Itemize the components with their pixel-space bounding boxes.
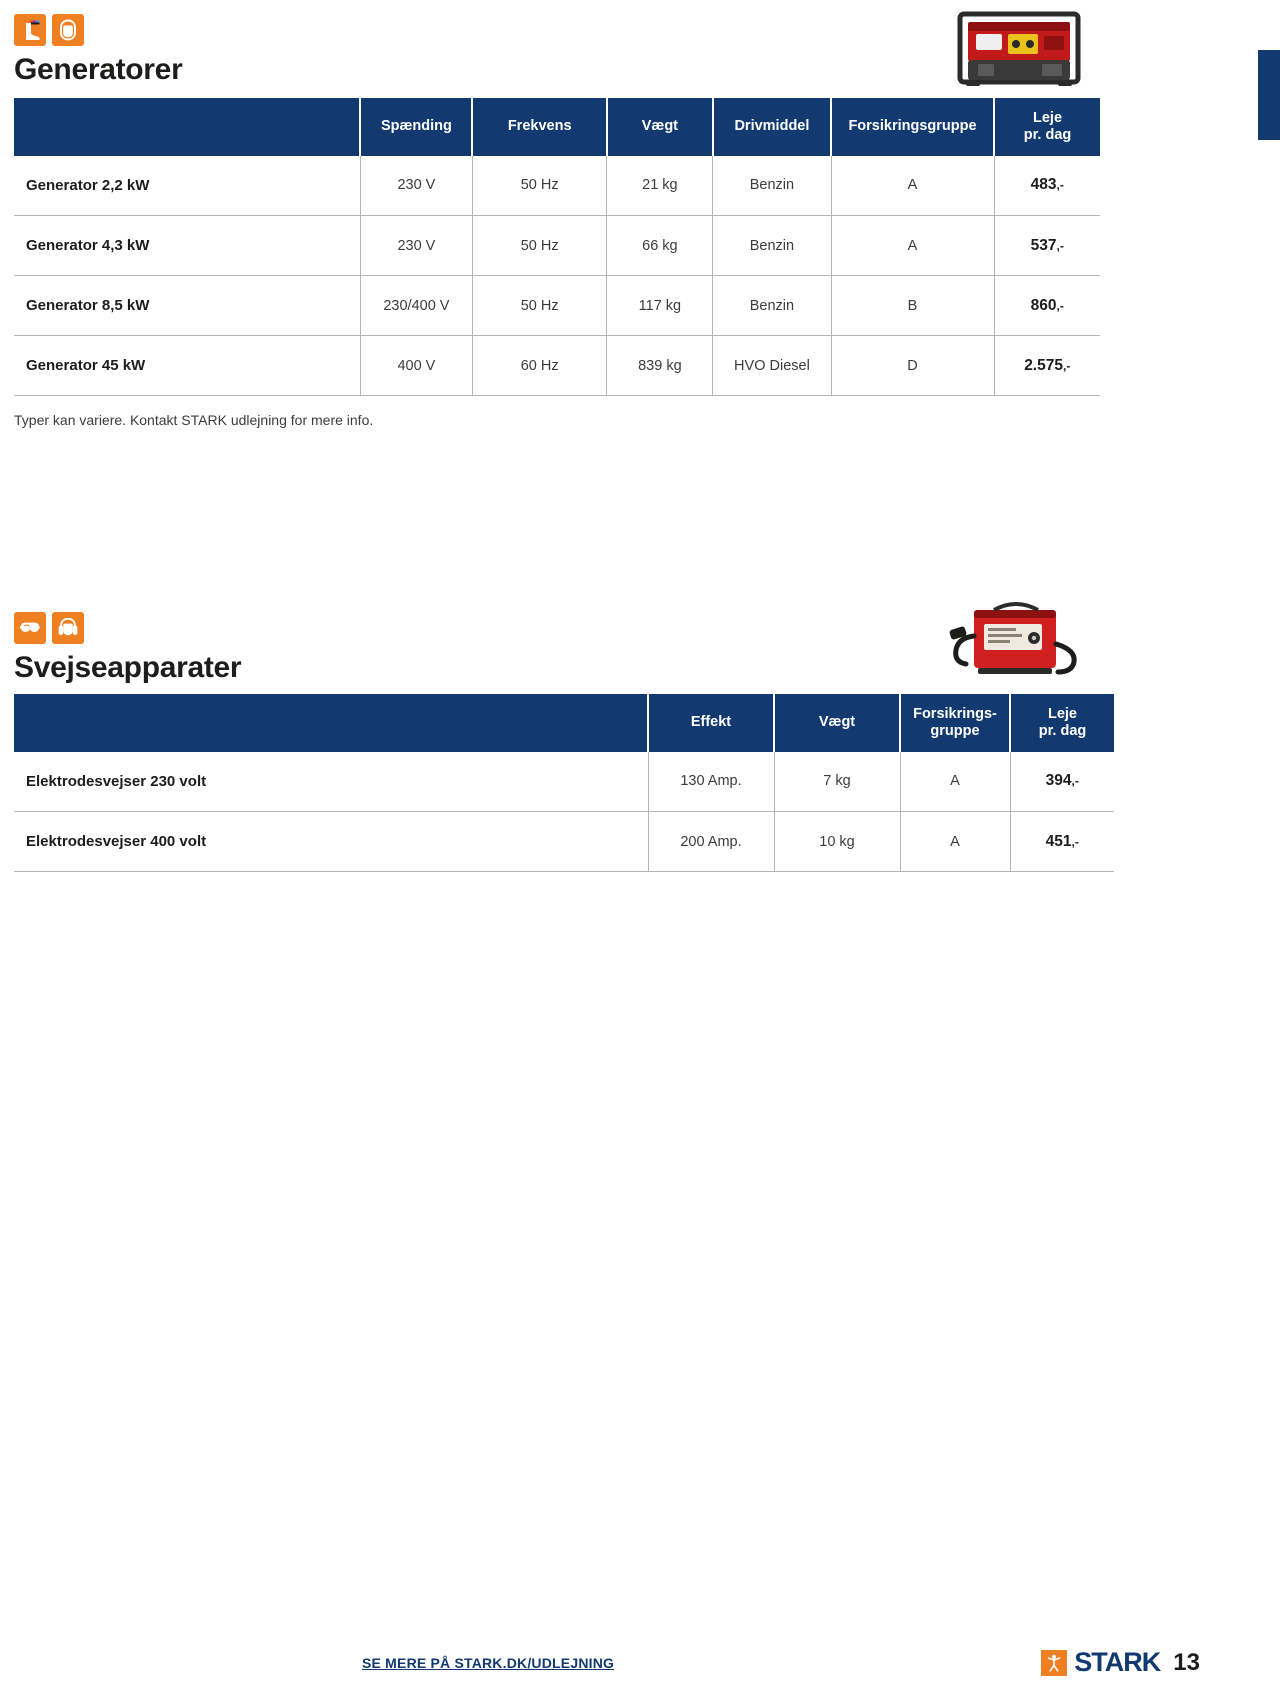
- col-header-insurance-line2: gruppe: [930, 722, 980, 739]
- cell-voltage: 230 V: [360, 156, 472, 216]
- cell-price: [994, 276, 1100, 336]
- page-number: 13: [1173, 1648, 1200, 1676]
- cell-price: [1010, 752, 1114, 812]
- price-suffix: ,-: [1056, 298, 1064, 313]
- cell-fuel: Benzin: [713, 156, 831, 216]
- col-header-price-line1: Leje: [1047, 706, 1077, 723]
- cell-weight: 66 kg: [607, 216, 713, 276]
- cell-weight: 7 kg: [774, 752, 900, 812]
- generator-spec-table: [14, 98, 1100, 397]
- pictogram-row-welders: [14, 598, 1100, 644]
- cell-insurance: B: [831, 276, 994, 336]
- table-note-generators: Typer kan variere. Kontakt STARK udlejning for mere info.: [14, 412, 374, 428]
- cell-voltage: 400 V: [360, 336, 472, 396]
- price-suffix: ,-: [1056, 178, 1064, 193]
- ear-protection-icon: [52, 612, 84, 644]
- table-row: [14, 752, 1114, 812]
- cell-weight: 21 kg: [607, 156, 713, 216]
- table-row: [14, 216, 1100, 276]
- cell-insurance: D: [831, 336, 994, 396]
- section-generators: [14, 0, 1100, 428]
- cell-weight: 839 kg: [607, 336, 713, 396]
- price-value: 483: [1030, 176, 1057, 194]
- page-title-welders: Svejseapparater: [14, 651, 242, 684]
- table-header-row: [14, 98, 1100, 156]
- col-header-voltage: Spænding: [360, 98, 472, 156]
- price-value: 537: [1030, 236, 1057, 254]
- table-header-row: [14, 694, 1114, 752]
- cell-price: [1010, 812, 1114, 872]
- table-row: [14, 156, 1100, 216]
- cell-frequency: 50 Hz: [472, 276, 606, 336]
- cell-name: Elektrodesvejser 230 volt: [14, 752, 648, 812]
- cell-weight: 10 kg: [774, 812, 900, 872]
- page-footer: [0, 1625, 1280, 1683]
- col-header-name: [14, 98, 360, 156]
- price-suffix: ,-: [1071, 834, 1079, 849]
- cell-voltage: 230 V: [360, 216, 472, 276]
- price-suffix: ,-: [1071, 774, 1079, 789]
- welder-spec-table: [14, 694, 1114, 873]
- table-row: [14, 812, 1114, 872]
- cell-name: Generator 2,2 kW: [14, 156, 360, 216]
- col-header-price: [994, 98, 1100, 156]
- cell-insurance: A: [900, 812, 1010, 872]
- ear-protection-icon: [52, 14, 84, 46]
- col-header-insurance: Forsikringsgruppe: [831, 98, 994, 156]
- col-header-fuel: Drivmiddel: [713, 98, 831, 156]
- cell-power: 130 Amp.: [648, 752, 774, 812]
- cell-price: [994, 216, 1100, 276]
- safety-boot-icon: [14, 14, 46, 46]
- cell-frequency: 50 Hz: [472, 216, 606, 276]
- col-header-name: [14, 694, 648, 752]
- generator-photo: [946, 2, 1096, 97]
- col-header-price-line1: Leje: [1033, 110, 1063, 127]
- cell-fuel: HVO Diesel: [713, 336, 831, 396]
- stark-wordmark: STARK: [1074, 1647, 1161, 1677]
- cell-price: [994, 156, 1100, 216]
- cell-frequency: 60 Hz: [472, 336, 606, 396]
- price-suffix: ,-: [1062, 358, 1071, 373]
- col-header-weight: Vægt: [774, 694, 900, 752]
- cell-fuel: Benzin: [713, 216, 831, 276]
- cell-power: 200 Amp.: [648, 812, 774, 872]
- price-value: 394: [1045, 772, 1072, 790]
- price-value: 2.575: [1024, 356, 1063, 374]
- section-welders: [14, 598, 1100, 872]
- col-header-frequency: Frekvens: [472, 98, 606, 156]
- stark-figure-icon: [1041, 1650, 1067, 1676]
- welder-photo: [942, 596, 1092, 691]
- table-row: [14, 336, 1100, 396]
- col-header-price-line2: pr. dag: [1038, 722, 1087, 739]
- cell-name: Generator 8,5 kW: [14, 276, 360, 336]
- col-header-insurance-line1: Forsikrings-: [913, 706, 997, 723]
- price-value: 451: [1045, 832, 1072, 850]
- col-header-weight: Vægt: [607, 98, 713, 156]
- pictogram-row-generators: [14, 0, 1100, 46]
- price-suffix: ,-: [1056, 238, 1064, 253]
- cell-insurance: A: [831, 156, 994, 216]
- footer-link-udlejning[interactable]: SE MERE PÅ STARK.DK/UDLEJNING: [362, 1655, 615, 1671]
- page-title-generators: Generatorer: [14, 53, 183, 86]
- table-row: [14, 276, 1100, 336]
- safety-goggles-icon: [14, 612, 46, 644]
- cell-weight: 117 kg: [607, 276, 713, 336]
- cell-name: Generator 4,3 kW: [14, 216, 360, 276]
- cell-fuel: Benzin: [713, 276, 831, 336]
- cell-voltage: 230/400 V: [360, 276, 472, 336]
- col-header-price-line2: pr. dag: [1023, 126, 1072, 143]
- col-header-price: [1010, 694, 1114, 752]
- price-value: 860: [1030, 296, 1057, 314]
- stark-logo: [1041, 1647, 1200, 1678]
- cell-name: Elektrodesvejser 400 volt: [14, 812, 648, 872]
- cell-insurance: A: [831, 216, 994, 276]
- cell-name: Generator 45 kW: [14, 336, 360, 396]
- cell-frequency: 50 Hz: [472, 156, 606, 216]
- cell-price: [994, 336, 1100, 396]
- cell-insurance: A: [900, 752, 1010, 812]
- col-header-power: Effekt: [648, 694, 774, 752]
- col-header-insurance: [900, 694, 1010, 752]
